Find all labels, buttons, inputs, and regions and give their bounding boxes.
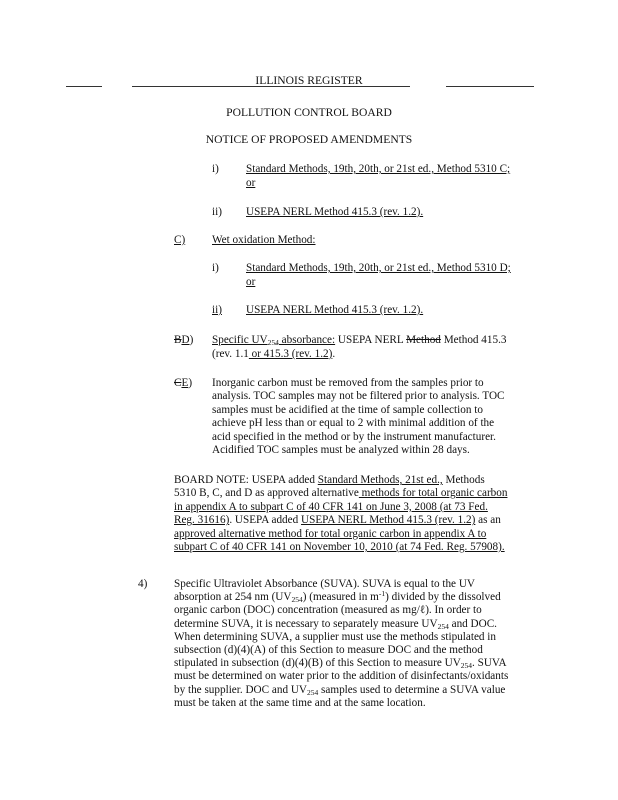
item-d-rest: Method 415.3 (443, 334, 507, 346)
notice-title: NOTICE OF PROPOSED AMENDMENTS (205, 133, 413, 146)
item-e-new-letter: E (181, 377, 189, 389)
item-4-line-1: Specific Ultraviolet Absorbance (SUVA). SUVA is equal to the UV (174, 578, 475, 590)
item-d-paren: ) (189, 334, 194, 346)
item-e-paren: ) (188, 377, 193, 389)
uv-subscript: 254 (267, 338, 279, 347)
item-4-paragraph (174, 578, 554, 710)
item-ii-1-text: USEPA NERL Method 415.3 (rev. 1.2). (246, 206, 424, 218)
item-c-letter: C) (174, 234, 186, 246)
item-i-2-text: Standard Methods, 19th, 20th, or 21st ed., Method 5310 D; (246, 262, 511, 274)
item-4-line-7: stipulated in subsection (d)(4)(B) of this Section to measure $UV_{254}$. SUVA (174, 657, 507, 671)
item-4-line-8: must be determined on water prior to the addition of disinfectants/oxidants (174, 670, 509, 683)
item-d-letter (174, 334, 193, 347)
item-e-line: acid specified in the method or by the instrument manufacturer. (212, 430, 496, 443)
item-d-new-letter: D (181, 334, 190, 346)
item-d-line2-b: or 415.3 (rev. 1.2) (248, 348, 333, 360)
board-note-line-2: 5310 B, C, and D as approved alternative methods for total organic carbon (174, 487, 508, 500)
item-e-line: Acidified TOC samples must be analyzed within 28 days. (212, 444, 470, 457)
item-e-line: Inorganic carbon must be removed from the samples prior to (212, 377, 484, 389)
item-i-2-or: or (246, 276, 256, 288)
item-e-line: analysis. TOC samples may not be filtered prior to analysis. TOC (212, 390, 505, 403)
board-note-line-5: approved alternative method for total organic carbon in appendix A to (174, 527, 487, 540)
item-ii-2-text: USEPA NERL Method 415.3 (rev. 1.2). (246, 304, 424, 316)
item-i-1-or: or (246, 177, 256, 189)
item-e-paragraph (212, 377, 542, 457)
item-d-lead: Specific $UV_{254}$ absorbance: (212, 334, 336, 347)
item-4-line-3: organic carbon (DOC) concentration (measured as mg/ℓ). In order to (174, 604, 482, 617)
item-4-line-9: by the supplier. DOC and $UV_{254}$ samples used to determine a SUVA value (174, 683, 506, 697)
item-e-old-letter: C (174, 377, 182, 389)
item-c-text: Wet oxidation Method: (212, 234, 316, 246)
item-d-line-2 (212, 348, 335, 361)
item-d-line-1 (212, 334, 506, 347)
item-i-1-text: Standard Methods, 19th, 20th, or 21st ed., Method 5310 C; (246, 163, 511, 175)
board-note-line-3: in appendix A to subpart C of 40 CFR 141 on June 3, 2008 (at 73 Fed. (174, 500, 488, 513)
item-d-mid: USEPA NERL (337, 334, 404, 346)
item-4-line-6: subsection (d)(4)(A) of this Section to measure DOC and the method (174, 644, 483, 657)
board-note-line-4: Reg. 31616). USEPA added USEPA NERL Method 415.3 (rev. 1.2) as an (174, 514, 501, 527)
item-d-line2-a: (rev. 1.1 (212, 348, 249, 360)
board-title: POLLUTION CONTROL BOARD (226, 106, 392, 119)
item-i-2-number: i) (212, 262, 219, 274)
item-4-line-10: must be taken at the same time and at the same location. (174, 696, 426, 709)
item-4-line-2: absorption at 254 nm $(UV_{254})$ (measured in $m^{-1}$) divided by the dissolved (174, 589, 501, 605)
item-ii-2-number: ii) (212, 304, 222, 316)
board-note-line-1: BOARD NOTE: USEPA added Standard Methods, 21st ed., Methods (174, 474, 485, 486)
item-d-struck: Method (406, 334, 441, 346)
item-4-number: 4) (138, 578, 148, 590)
item-e-line: samples must be acidified at the time of sample collection to (212, 403, 483, 416)
item-4-line-4: determine SUVA, it is necessary to separately measure $UV_{254}$ and DOC. (174, 617, 497, 631)
item-ii-1-number: ii) (212, 206, 222, 218)
item-d-line2-c: . (332, 348, 336, 360)
board-note (174, 474, 554, 554)
item-4-line-5: When determining SUVA, a supplier must use the methods stipulated in (174, 630, 497, 643)
item-d-old-letter: B (174, 334, 182, 346)
item-e-letter (174, 377, 192, 390)
board-note-line-6: subpart C of 40 CFR 141 on November 10, 2010 (at 74 Fed. Reg. 57908). (174, 541, 505, 554)
item-e-line: achieve pH less than or equal to 2 with minimal addition of the (212, 417, 495, 430)
item-i-1-number: i) (212, 163, 219, 175)
register-title: ILLINOIS REGISTER (255, 74, 363, 87)
